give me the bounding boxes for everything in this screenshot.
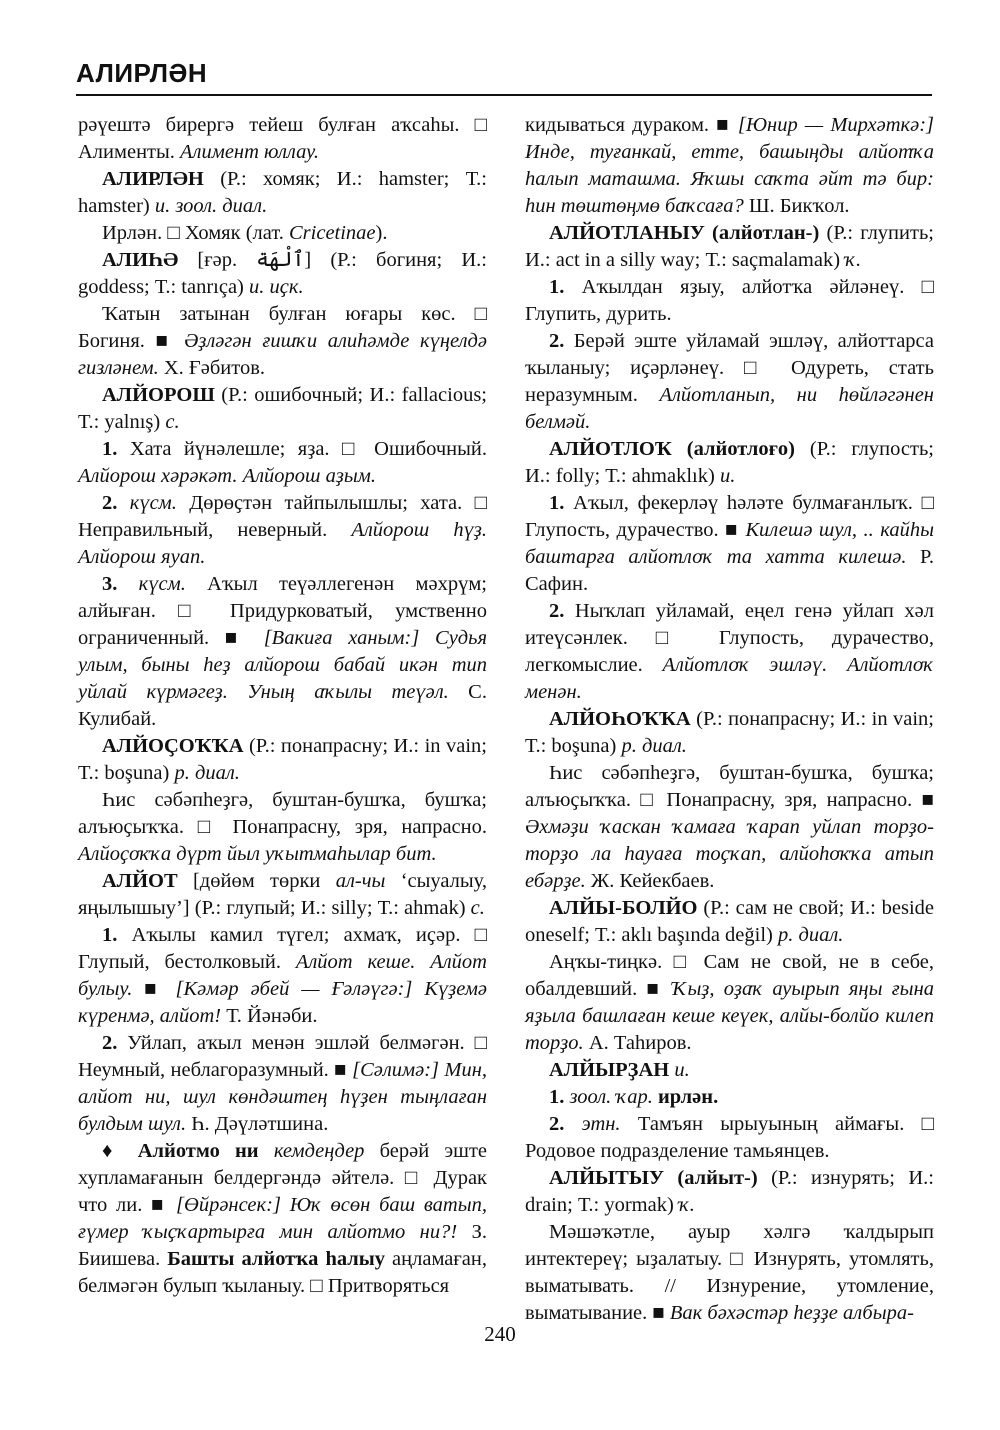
italic-text: ҡ. bbox=[678, 1194, 695, 1216]
headword-text: 3. bbox=[102, 573, 118, 595]
italic-text: Әҙләгән ғишҡи алиһәмде күңелдә гизләнем. bbox=[78, 330, 487, 379]
body-text: ♦ bbox=[102, 1140, 138, 1162]
italic-text: с. bbox=[165, 411, 180, 433]
headword-text: 2. bbox=[549, 330, 565, 352]
body-text: [дөйөм төрки bbox=[177, 870, 336, 892]
body-text: Һис сәбәпһеҙгә, буштан-бушҡа, бушҡа; алъюҫыҡҡа. □ Понапрасну, зря, напрасно. bbox=[78, 789, 487, 838]
body-text: [ғәр. ٱلْهَة] (Р.: богиня; И.: goddess; Т.: tanrıça) bbox=[78, 249, 487, 298]
body-text: ■ bbox=[132, 978, 176, 1000]
body-text: С. Кулибай. bbox=[78, 681, 487, 730]
body-text: (Р.: глупить; И.: act in a silly way; Т.: saçmalamak) bbox=[525, 222, 934, 271]
body-text: Дөрөҫтән тайпылышлы; хата. □ Неправильный, неверный. bbox=[78, 492, 488, 541]
dictionary-paragraph bbox=[525, 1165, 934, 1219]
body-text: Берәй эште уйламай эшләү, алйоттарса ҡыланыу; иҫәрләнеү. □ Одуреть, стать неразумным. bbox=[525, 330, 934, 406]
headword-text: 1. bbox=[102, 438, 118, 460]
dictionary-paragraph bbox=[525, 598, 934, 706]
header-rule bbox=[76, 94, 932, 96]
body-text: ). bbox=[375, 222, 388, 244]
dictionary-paragraph bbox=[78, 490, 487, 571]
body-text: А. Таһиров. bbox=[583, 1032, 692, 1054]
dictionary-paragraph bbox=[525, 328, 934, 436]
dictionary-paragraph bbox=[525, 1057, 934, 1084]
dictionary-paragraph bbox=[78, 301, 487, 382]
headword-text: ирлән. bbox=[657, 1086, 719, 1108]
dictionary-paragraph bbox=[78, 112, 487, 166]
body-text: Тамъян ырыуының аймағы. □ Родовое подразделение тамьянцев. bbox=[525, 1113, 935, 1162]
body-text: З. Биишева. bbox=[78, 1221, 487, 1270]
dictionary-paragraph bbox=[78, 868, 487, 922]
body-text: Һ. Дәүләтшина. bbox=[186, 1113, 329, 1135]
body-text: (Р.: понапрасну; И.: in vain; Т.: boşuna) bbox=[525, 708, 934, 757]
body-text: Мәшәҡәтле, ауыр хәлгә ҡалдырып интектереү; ыҙалатыу. □ Изнурять, утомлять, выматывать. // Изнурение, утомление, выматывание. ■ bbox=[525, 1221, 934, 1324]
body-text: ‘сыуалыу, яңылышыу’] (Р.: глупый; И.: silly; Т.: ahmak) bbox=[78, 870, 487, 919]
dictionary-paragraph bbox=[525, 1111, 934, 1165]
headword-text: 1. bbox=[102, 924, 118, 946]
body-text: Ж. Кейекбаев. bbox=[585, 870, 715, 892]
italic-text: [Юнир — Мирхәткә:] Инде, туғанкай, етте, башыңды алйотҡа һалып маташма. Яҡшы саҡта әйт тә бир: һин төштөңмө баҡсаға? bbox=[525, 114, 934, 217]
italic-text: Алимент юллау. bbox=[180, 141, 320, 163]
headword-text: АЛЙОТЛОҠ (алйотлоғо) bbox=[549, 438, 795, 460]
italic-text: [Вакиға ханым:] Судья улым, быны һеҙ алйорош бабай икән тип уйлай күрмәгеҙ. Уның аҡылы теүәл. bbox=[78, 627, 487, 703]
body-text: (Р.: изнурять; И.: drain; Т.: yormak) bbox=[525, 1167, 934, 1216]
headword-text: АЛЙЫРҘАН bbox=[549, 1059, 670, 1081]
dictionary-paragraph bbox=[525, 895, 934, 949]
body-text: (Р.: понапрасну; И.: in vain; Т.: boşuna) bbox=[78, 735, 487, 784]
dictionary-paragraph bbox=[78, 922, 487, 1030]
italic-text: Әхмәҙи ҡаскан ҡамаға ҡарап уйлап торҙо-торҙо ла һауаға тоҫҡап, алйоһоҡҡа атып ебәрҙе. bbox=[525, 816, 934, 892]
headword-text: АЛЙОТ bbox=[102, 870, 178, 892]
italic-text: р. диал. bbox=[621, 735, 687, 757]
italic-text: ҡ. bbox=[845, 249, 862, 271]
italic-text: и. bbox=[719, 465, 736, 487]
body-text: Хата йүнәлешле; яҙа. □ Ошибочный. bbox=[117, 438, 487, 460]
dictionary-paragraph bbox=[78, 787, 487, 868]
italic-text: с. bbox=[470, 897, 485, 919]
body-text: берәй эште хупламағанын белдергәндә әйтелә. □ Дурак что ли. ■ bbox=[78, 1140, 488, 1216]
italic-text: р. диал. bbox=[174, 762, 240, 784]
italic-text: Алйоҫоҡҡа дүрт йыл уҡытмаһылар бит. bbox=[78, 843, 437, 865]
dictionary-paragraph bbox=[525, 760, 934, 895]
italic-text: Cricetinae bbox=[289, 222, 376, 244]
dictionary-paragraph bbox=[525, 112, 934, 220]
dictionary-paragraph bbox=[78, 247, 487, 301]
body-text: (Р.: глупость; И.: folly; Т.: ahmaklık) bbox=[525, 438, 934, 487]
italic-text: Алйотланып, ни һөйләгәнен белмәй. bbox=[525, 384, 934, 433]
headword-text: АЛИРЛӘН bbox=[102, 168, 204, 190]
body-text bbox=[564, 1113, 581, 1135]
body-text: Р. Сафин. bbox=[525, 546, 934, 595]
italic-text: күсм. bbox=[129, 492, 177, 514]
body-text: Аҡыл, фекерләү һәләте булмағанлыҡ. □ Глупость, дурачество. ■ bbox=[525, 492, 934, 541]
body-text: (Р.: хомяк; И.: hamster; Т.: hamster) bbox=[78, 168, 487, 217]
dictionary-paragraph bbox=[78, 571, 487, 733]
dictionary-paragraph bbox=[525, 949, 934, 1057]
headword-text: 2. bbox=[549, 1113, 565, 1135]
headword-text: АЛЙЫТЫУ (алйыт-) bbox=[549, 1167, 758, 1189]
dictionary-paragraph bbox=[78, 166, 487, 220]
headword-text: Башты алйотҡа һалыу bbox=[167, 1248, 386, 1270]
dictionary-paragraph bbox=[525, 490, 934, 598]
italic-text: этн. bbox=[581, 1113, 621, 1135]
italic-text: Алйорош хәрәкәт. Алйорош аҙым. bbox=[78, 465, 377, 487]
headword-text: 1. bbox=[549, 276, 565, 298]
body-text: Аҡыл теүәллегенән мәхрүм; алйыған. □ Придурковатый, умственно ограниченный. ■ bbox=[78, 573, 487, 649]
body-text: (Р.: сам не свой; И.: beside oneself; Т.: aklı başında değil) bbox=[525, 897, 934, 946]
headword-text: 2. bbox=[549, 600, 565, 622]
headword-text: 1. bbox=[549, 1086, 565, 1108]
headword-text: 2. bbox=[102, 1032, 118, 1054]
body-text bbox=[117, 492, 129, 514]
dictionary-paragraph bbox=[78, 733, 487, 787]
italic-text: Килешә шул, .. кайһы баштарға алйотлоҡ та хатта килешә. bbox=[525, 519, 934, 568]
body-text: Аҡылдан яҙыу, алйотҡа әйләнеү. □ Глупить, дурить. bbox=[525, 276, 934, 325]
headword-text: Алйотмо ни bbox=[137, 1140, 259, 1162]
headword-text: АЛЙОҺОҠҠА bbox=[549, 708, 691, 730]
body-text bbox=[117, 573, 138, 595]
headword-text: АЛЙОҪОҠҠА bbox=[102, 735, 244, 757]
body-text: (Р.: ошибочный; И.: fallacious; Т.: yalnış) bbox=[78, 384, 487, 433]
italic-text: Алйорош һүҙ. Алйорош яуап. bbox=[78, 519, 487, 568]
italic-text: Ҡыҙ, оҙаҡ ауырып яңы ғына яҙыла башлаған кеше кеүек, алйы-болйо килеп торҙо. bbox=[525, 978, 934, 1054]
dictionary-paragraph bbox=[525, 436, 934, 490]
page-number: 240 bbox=[484, 1322, 516, 1346]
body-text: Ш. Бикҡол. bbox=[743, 195, 850, 217]
body-text bbox=[259, 1140, 274, 1162]
body-text: рәүештә бирергә тейеш булған аҡсаһы. □ Алименты. bbox=[78, 114, 487, 163]
italic-text: Алйотлоҡ эшләү. Алйотлоҡ менән. bbox=[525, 654, 934, 703]
body-text: Т. Йәнәби. bbox=[221, 1005, 318, 1027]
left-column bbox=[78, 112, 487, 1300]
italic-text: и. иҫк. bbox=[249, 276, 304, 298]
italic-text: ал-чы bbox=[335, 870, 386, 892]
italic-text: и. bbox=[674, 1059, 690, 1081]
dictionary-paragraph bbox=[525, 1084, 934, 1111]
dictionary-paragraph bbox=[525, 274, 934, 328]
italic-text: р. диал. bbox=[778, 924, 844, 946]
headword-text: АЛЙОТЛАНЫУ (алйотлан-) bbox=[549, 222, 820, 244]
headword-text: АЛИҺӘ bbox=[102, 249, 179, 271]
dictionary-paragraph bbox=[525, 706, 934, 760]
dictionary-paragraph bbox=[78, 1138, 487, 1300]
body-text: Аҡылы камил түгел; ахмаҡ, иҫәр. □ Глупый, бестолковый. bbox=[78, 924, 487, 973]
italic-text: [Сәлимә:] Мин, алйот ни, шул көндәштең һүҙен тыңлаған булдым шул. bbox=[78, 1059, 488, 1135]
body-text: Уйлап, аҡыл менән эшләй белмәгән. □ Неумный, неблагоразумный. ■ bbox=[78, 1032, 487, 1081]
italic-text: и. зоол. диал. bbox=[154, 195, 268, 217]
headword-text: 2. bbox=[102, 492, 118, 514]
running-header: АЛИРЛӘН bbox=[76, 58, 208, 88]
body-text: аңламаған, белмәгән булып ҡыланыу. □ Притворяться bbox=[78, 1248, 487, 1297]
italic-text: [Кәмәр әбей — Ғәләүгә:] Күҙемә күренмә, алйот! bbox=[78, 978, 488, 1027]
headword-text: АЛЙЫ-БОЛЙО bbox=[549, 897, 698, 919]
body-text: Ныҡлап уйламай, еңел генә уйлап хәл итеүсәнлек. □ Глупость, дурачество, легкомыслие. bbox=[525, 600, 934, 676]
italic-text: Вак бәхәстәр һеҙҙе албыра- bbox=[669, 1302, 914, 1324]
body-text: Ирлән. □ Хомяк (лат. bbox=[102, 222, 289, 244]
right-column bbox=[525, 112, 934, 1327]
headword-text: 1. bbox=[549, 492, 565, 514]
italic-text: Алйот кеше. Алйот булыу. bbox=[78, 951, 487, 1000]
italic-text: күсм. bbox=[138, 573, 186, 595]
body-text: Ҡатын затынан булған юғары көс. □ Богиня. ■ bbox=[78, 303, 487, 352]
body-text: Һис сәбәпһеҙгә, буштан-бушҡа, бушҡа; алъюҫыҡҡа. □ Понапрасну, зря, напрасно. ■ bbox=[525, 762, 934, 811]
dictionary-paragraph bbox=[78, 436, 487, 490]
headword-text: АЛЙОРОШ bbox=[102, 384, 215, 406]
body-text: кидываться дураком. ■ bbox=[525, 114, 738, 136]
body-text: Х. Ғәбитов. bbox=[158, 357, 266, 379]
dictionary-paragraph bbox=[525, 220, 934, 274]
italic-text: [Өйрәнсек:] Юҡ өсөн баш ватып, ғүмер ҡыҫҡартырға мин алйотмо ни?! bbox=[78, 1194, 487, 1243]
italic-text: кемдеңдер bbox=[273, 1140, 365, 1162]
italic-text: зоол. ҡар. bbox=[569, 1086, 653, 1108]
dictionary-paragraph bbox=[78, 382, 487, 436]
dictionary-paragraph bbox=[78, 1030, 487, 1138]
body-text: Аңҡы-тиңкә. □ Сам не свой, не в себе, обалдевший. ■ bbox=[525, 951, 934, 1000]
dictionary-paragraph bbox=[525, 1219, 934, 1327]
dictionary-paragraph bbox=[78, 220, 487, 247]
